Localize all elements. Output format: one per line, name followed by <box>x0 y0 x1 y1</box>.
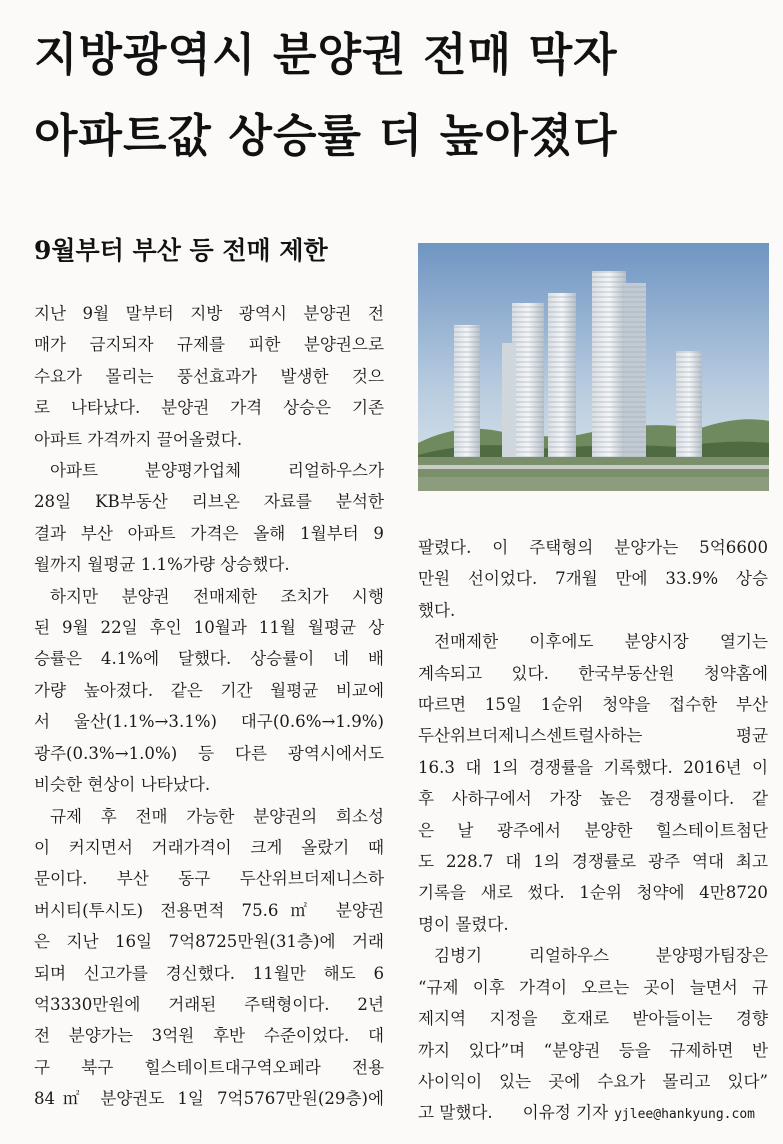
article-column-right <box>418 532 768 1131</box>
text-line: 84㎡ 분양권도 1일 7억5767만원(29층)에 <box>34 1089 384 1109</box>
text-line: 까지 있다”며 “분양권 등을 규제하면 반 <box>418 1040 768 1060</box>
text-line: 전매제한 이후에도 분양시장 열기는 <box>434 632 768 652</box>
text-line: 월까지 월평균 1.1%가량 상승했다. <box>34 555 290 575</box>
text-line: 가량 높아졌다. 같은 기간 월평균 비교에 <box>34 680 384 700</box>
text-line: 기록을 새로 썼다. 1순위 청약에 4만8720 <box>418 883 768 903</box>
text-line: 로 나타났다. 분양권 가격 상승은 기존 <box>34 398 384 418</box>
text-line: 계속되고 있다. 한국부동산원 청약홈에 <box>418 663 768 683</box>
text-line: 문이다. 부산 동구 두산위브더제니스하 <box>34 869 384 889</box>
text-line: 은 날 광주에서 분양한 힐스테이트첨단 <box>418 820 768 840</box>
text-line: 후 사하구에서 가장 높은 경쟁률이다. 같 <box>418 789 768 809</box>
text-line: 지난 9월 말부터 지방 광역시 분양권 전 <box>34 304 384 323</box>
text-line: 은 지난 16일 7억8725만원(31층)에 거래 <box>34 932 384 952</box>
text-line: 되며 신고가를 경신했다. 11월만 해도 6 <box>34 963 384 983</box>
text-line: 결과 부산 아파트 가격은 올해 1월부터 9 <box>34 523 384 543</box>
text-line: 이 커지면서 거래가격이 크게 올랐기 때 <box>34 837 384 857</box>
text-line: 28일 KB부동산 리브온 자료를 분석한 <box>34 492 384 512</box>
text-line: 했다. <box>418 600 456 620</box>
text-line: 수요가 몰리는 풍선효과가 발생한 것으 <box>34 366 384 386</box>
subheadline: 9월부터 부산 등 전매 제한 <box>34 236 328 265</box>
text-line: 서 울산(1.1%→3.1%) 대구(0.6%→1.9%) <box>34 712 384 732</box>
headline <box>34 14 774 176</box>
reporter-name: 이유정 기자 <box>522 1103 609 1123</box>
building-rendering-photo <box>418 243 769 491</box>
text-line: 아파트 분양평가업체 리얼하우스가 <box>50 461 384 481</box>
text-line: 두산위브더제니스센트럴사하는 평균 <box>418 726 768 746</box>
apartment-towers-illustration <box>418 243 769 491</box>
text-line: 매가 금지되자 규제를 피한 분양권으로 <box>34 335 384 355</box>
text-line: 구 북구 힐스테이트대구역오페라 전용 <box>34 1057 384 1077</box>
text-line: 사이익이 있는 곳에 수요가 몰리고 있다” <box>418 1071 768 1091</box>
text-line: 만원 선이었다. 7개월 만에 33.9% 상승 <box>418 569 768 589</box>
article-column-left <box>34 298 384 1115</box>
text-line: 억3330만원에 거래된 주택형이다. 2년 <box>34 994 384 1014</box>
text-line: 비슷한 현상이 나타났다. <box>34 775 211 795</box>
text-line: 버시티(투시도) 전용면적 75.6㎡ 분양권 <box>34 900 384 920</box>
text-line: 된 9월 22일 후인 10월과 11월 월평균 상 <box>34 618 384 638</box>
text-line: 명이 몰렸다. <box>418 914 509 934</box>
text-line: 광주(0.3%→1.0%) 등 다른 광역시에서도 <box>34 743 384 763</box>
text-line: 승률은 4.1%에 달했다. 상승률이 네 배 <box>34 649 384 669</box>
text-line: 규제 후 전매 가능한 분양권의 희소성 <box>50 806 384 826</box>
headline-line-2: 아파트값 상승률 더 높아졌다 <box>34 109 618 162</box>
text-line: 김병기 리얼하우스 분양평가팀장은 <box>434 946 768 966</box>
text-line: 16.3 대 1의 경쟁률을 기록했다. 2016년 이 <box>418 757 768 777</box>
reporter-email: yjlee@hankyung.com <box>614 1107 755 1123</box>
text-line: 제지역 지정을 호재로 받아들이는 경향 <box>418 1009 768 1029</box>
text-line: 하지만 분양권 전매제한 조치가 시행 <box>50 586 384 606</box>
headline-line-1: 지방광역시 분양권 전매 막자 <box>34 28 618 81</box>
text-line: 도 228.7 대 1의 경쟁률로 광주 역대 최고 <box>418 852 768 872</box>
text-line: “규제 이후 가격이 오르는 곳이 늘면서 규 <box>418 977 768 997</box>
text-line: 아파트 가격까지 끌어올렸다. <box>34 429 243 449</box>
text-line: 전 분양가는 3억원 후반 수준이었다. 대 <box>34 1026 384 1046</box>
byline <box>418 1097 768 1130</box>
text-line: 따르면 15일 1순위 청약을 접수한 부산 <box>418 695 768 715</box>
text-line: 팔렸다. 이 주택형의 분양가는 5억6600 <box>418 538 768 557</box>
closing-text: 고 말했다. <box>418 1103 493 1123</box>
